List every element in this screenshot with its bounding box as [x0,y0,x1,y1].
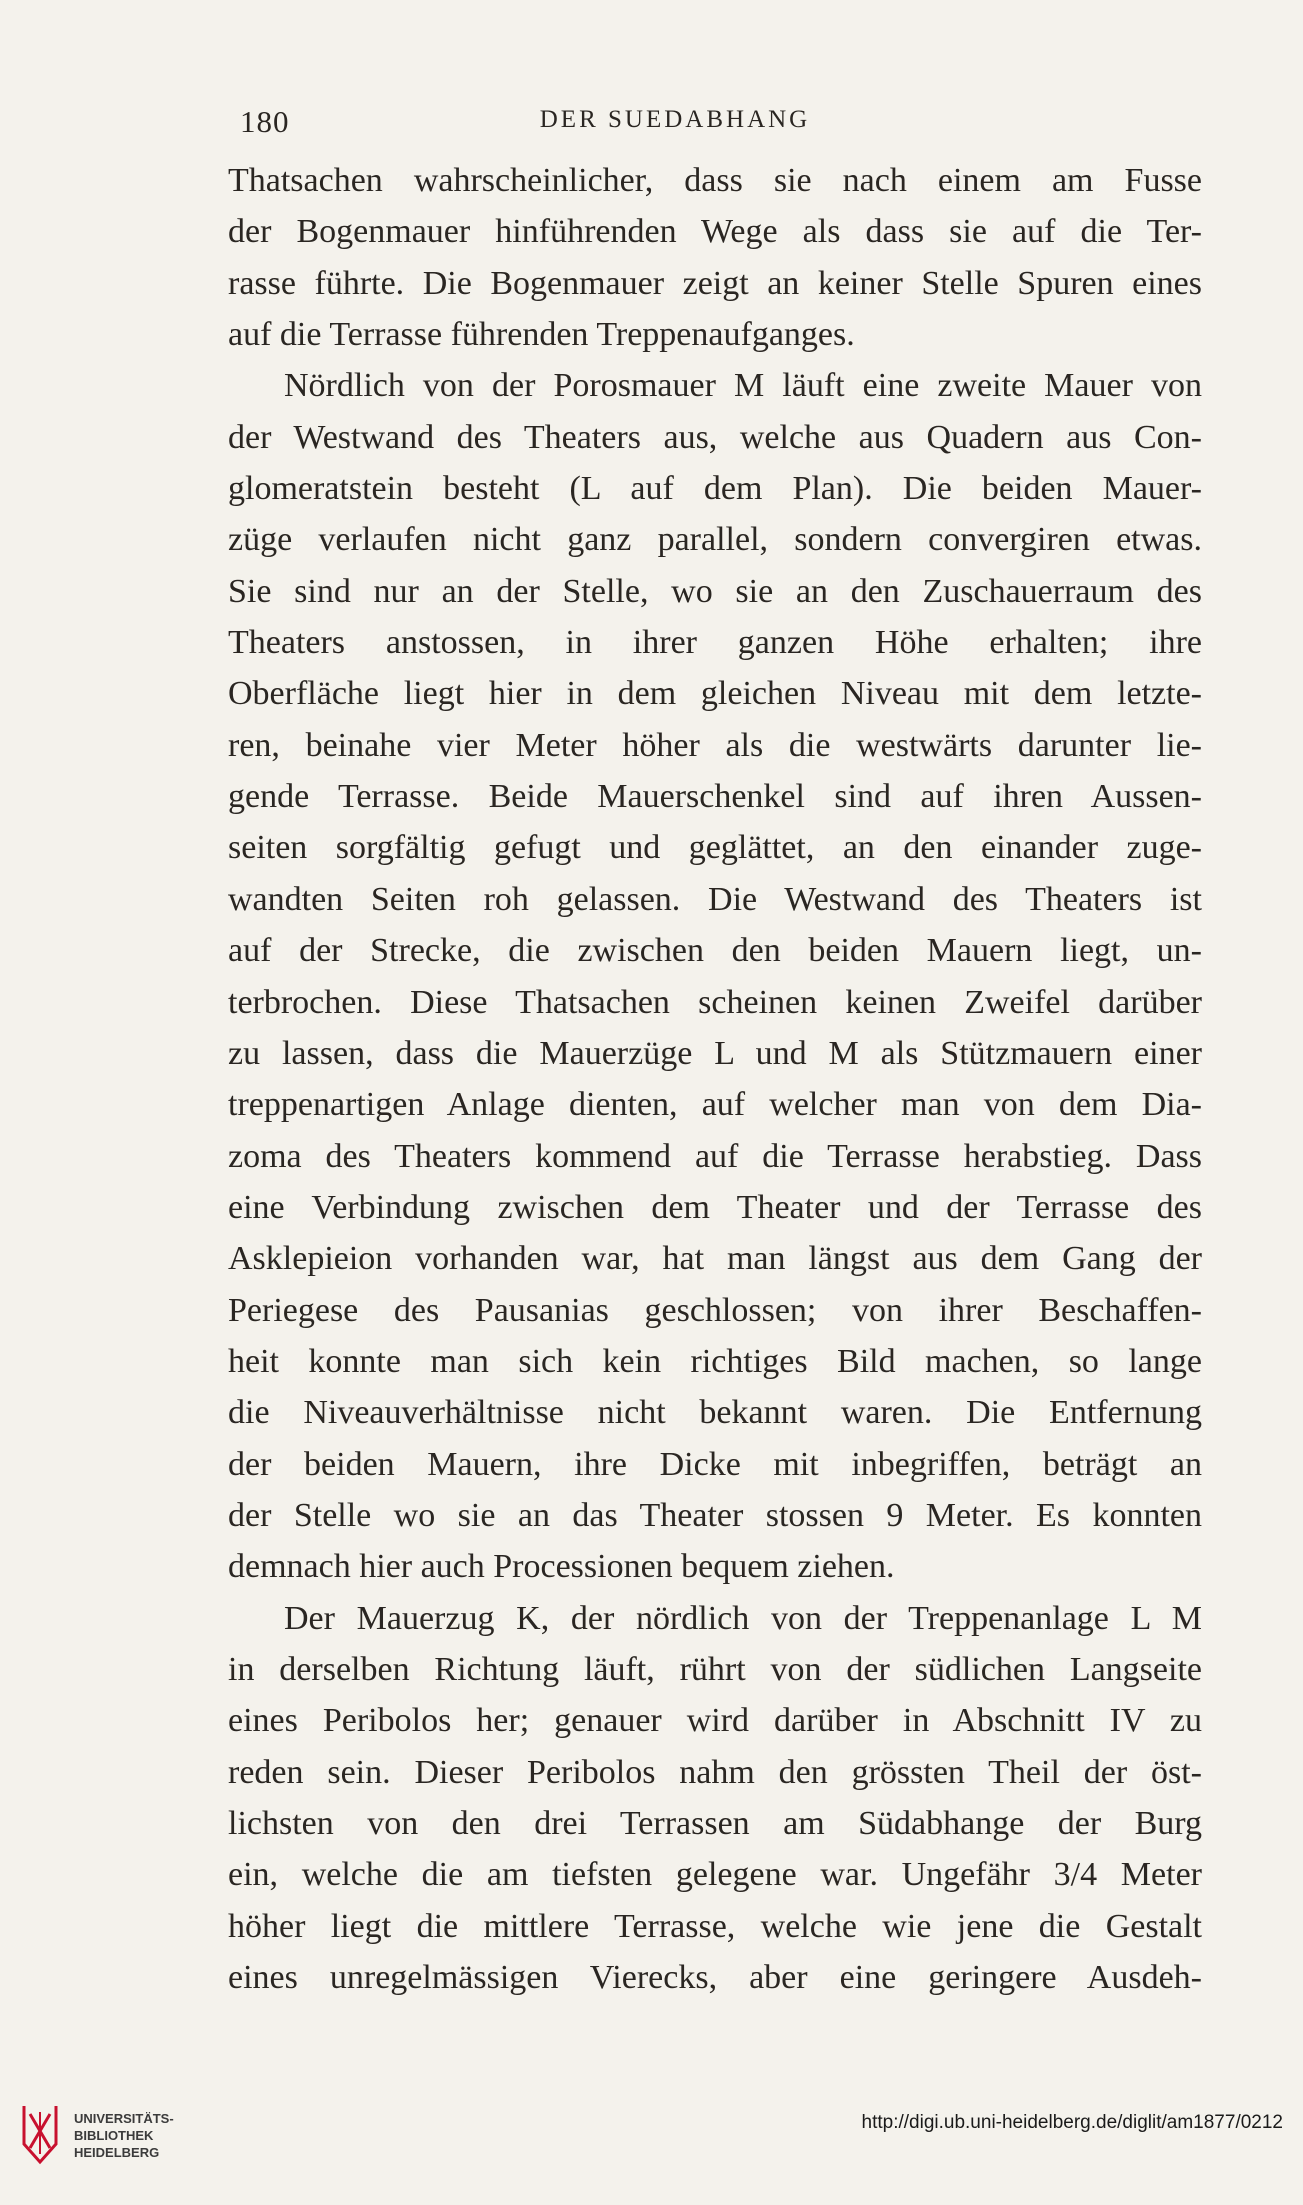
text-line: Der Mauerzug K, der nördlich von der Treppenanlage L M [284,1599,1202,1637]
text-line: Oberfläche liegt hier in dem gleichen Niveau mit dem letzte- [228,675,1202,713]
text-line: Theaters anstossen, in ihrer ganzen Höhe erhalten; ihre [228,624,1202,662]
text-line: der beiden Mauern, ihre Dicke mit inbegriffen, beträgt an [228,1445,1202,1483]
body-text [228,155,1202,2003]
page-number: 180 [240,104,290,139]
text-line: eine Verbindung zwischen dem Theater und der Terrasse des [228,1188,1202,1226]
text-line: reden sein. Dieser Peribolos nahm den grössten Theil der öst- [228,1753,1202,1791]
page-header [240,104,1110,144]
text-line: ren, beinahe vier Meter höher als die westwärts darunter lie- [228,726,1202,764]
text-line: treppenartigen Anlage dienten, auf welcher man von dem Dia- [228,1086,1202,1124]
text-line: Asklepieion vorhanden war, hat man längst aus dem Gang der [228,1240,1202,1278]
text-line: lichsten von den drei Terrassen am Südabhange der Burg [228,1805,1202,1842]
text-line: Nördlich von der Porosmauer M läuft eine zweite Mauer von [284,367,1202,405]
running-head: DER SUEDABHANG [539,106,811,133]
text-line: der Bogenmauer hinführenden Wege als dass sie auf die Ter- [228,213,1202,251]
text-line: züge verlaufen nicht ganz parallel, sondern convergiren etwas. [228,521,1202,559]
text-line: heit konnte man sich kein richtiges Bild machen, so lange [228,1342,1202,1380]
text-line: seiten sorgfältig gefugt und geglättet, an den einander zuge- [228,829,1202,867]
text-line: auf die Terrasse führenden Treppenaufganges. [228,316,855,354]
text-line: rasse führte. Die Bogenmauer zeigt an keiner Stelle Spuren eines [228,264,1202,302]
university-seal-icon [16,2104,64,2170]
text-line: ein, welche die am tiefsten gelegene war. Ungefähr 3/4 Meter [228,1856,1202,1894]
logo-text [74,2110,174,2161]
text-line: der Westwand des Theaters aus, welche aus Quadern aus Con- [228,418,1202,456]
text-line: demnach hier auch Processionen bequem ziehen. [228,1548,895,1586]
text-line: zu lassen, dass die Mauerzüge L und M als Stützmauern einer [228,1034,1202,1072]
source-url-link[interactable]: http://digi.ub.uni-heidelberg.de/diglit/am1877/0212 [861,2112,1283,2133]
text-line: der Stelle wo sie an das Theater stossen 9 Meter. Es konnten [228,1496,1202,1534]
text-line: glomeratstein besteht (L auf dem Plan). Die beiden Mauer- [228,470,1202,508]
text-line: Thatsachen wahrscheinlicher, dass sie nach einem am Fusse [228,162,1202,199]
library-logo [16,2104,186,2174]
logo-line: UNIVERSITÄTS- [74,2111,174,2126]
text-line: höher liegt die mittlere Terrasse, welche wie jene die Gestalt [228,1907,1202,1945]
text-line: in derselben Richtung läuft, rührt von der südlichen Langseite [228,1650,1202,1688]
logo-line: HEIDELBERG [74,2145,160,2160]
text-line: auf der Strecke, die zwischen den beiden Mauern liegt, un- [228,932,1202,970]
logo-line: BIBLIOTHEK [74,2128,154,2143]
text-line: wandten Seiten roh gelassen. Die Westwand des Theaters ist [228,880,1202,918]
text-line: terbrochen. Diese Thatsachen scheinen keinen Zweifel darüber [228,983,1202,1021]
text-line: eines Peribolos her; genauer wird darüber in Abschnitt IV zu [228,1702,1202,1740]
text-line: eines unregelmässigen Vierecks, aber eine geringere Ausdeh- [228,1959,1202,1997]
text-line: Sie sind nur an der Stelle, wo sie an den Zuschauerraum des [228,572,1202,610]
text-line: die Niveauverhältnisse nicht bekannt waren. Die Entfernung [228,1394,1202,1432]
text-line: Periegese des Pausanias geschlossen; von ihrer Beschaffen- [228,1291,1202,1329]
text-line: gende Terrasse. Beide Mauerschenkel sind auf ihren Aussen- [228,778,1202,816]
text-line: zoma des Theaters kommend auf die Terrasse herabstieg. Dass [228,1137,1202,1175]
